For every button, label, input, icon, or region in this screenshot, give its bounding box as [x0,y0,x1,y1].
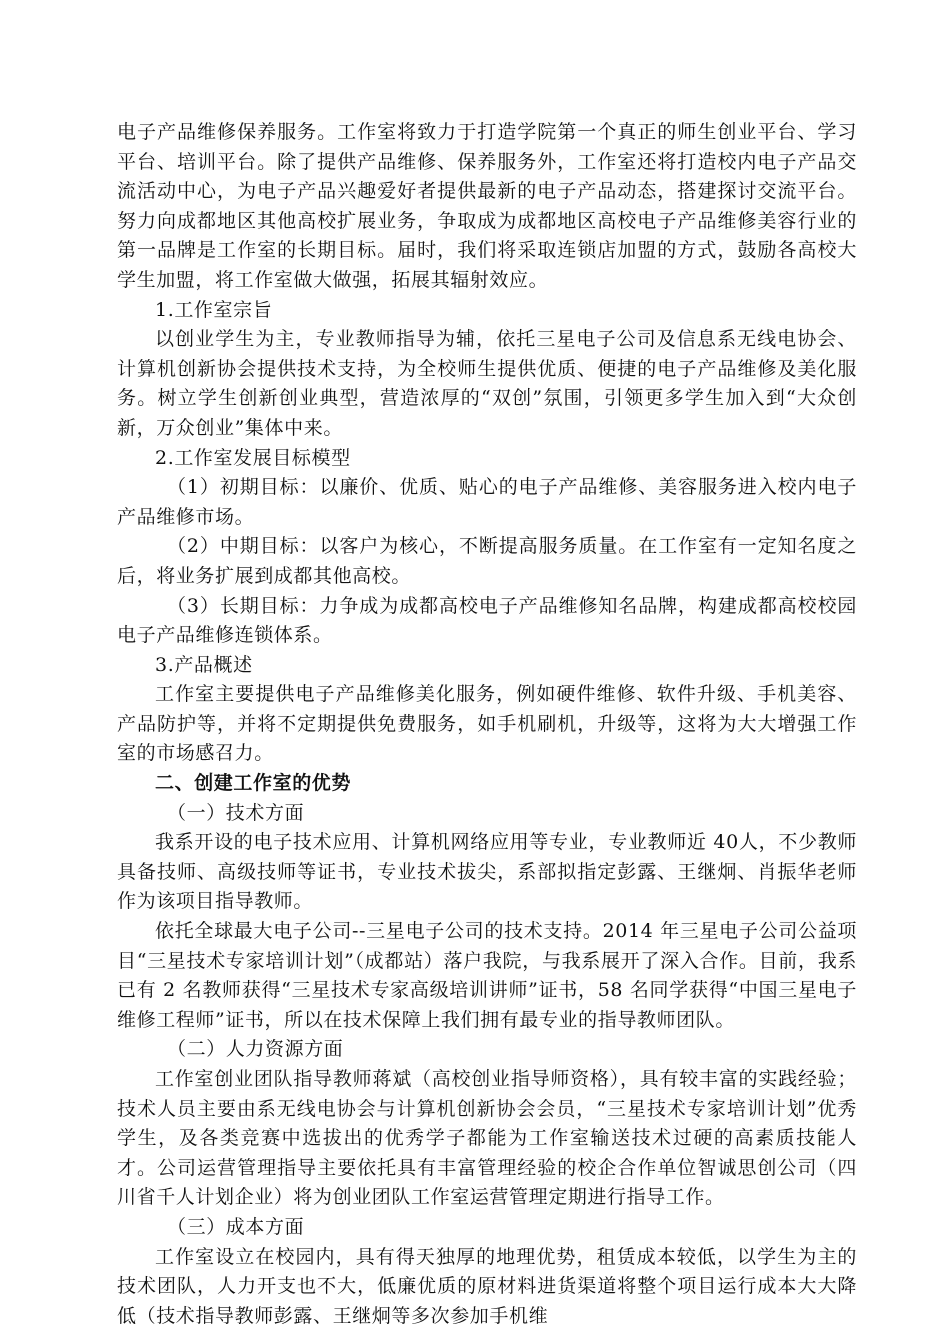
paragraph-goal-long: （3）长期目标：力争成为成都高校电子产品维修知名品牌，构建成都高校校园电子产品维修连锁体系。 [117,594,857,647]
heading-product-overview: 3.产品概述 [155,653,253,676]
paragraph-purpose: 以创业学生为主，专业教师指导为辅，依托三星电子公司及信息系无线电协会、计算机创新协会提供技术支持，为全校师生提供优质、便捷的电子产品维修及美化服务。树立学生创新创业典型，营造浓厚的“双创”氛围，引领更多学生加入到“大众创新，万众创业”集体中来。 [117,328,857,439]
subheading-cost: （三）成本方面 [167,1215,305,1238]
paragraph-intro: 电子产品维修保养服务。工作室将致力于打造学院第一个真正的师生创业平台、学习平台、培训平台。除了提供产品维修、保养服务外，工作室还将打造校内电子产品交流活动中心，为电子产品兴趣爱好者提供最新的电子产品动态，搭建探讨交流平台。努力向成都地区其他高校扩展业务，争取成为成都地区高校电子产品维修美容行业的第一品牌是工作室的长期目标。届时，我们将采取连锁店加盟的方式，鼓励各高校大学生加盟，将工作室做大做强，拓展其辐射效应。 [117,121,857,291]
heading-goal-model: 2.工作室发展目标模型 [155,446,351,469]
document-page [117,118,857,1331]
paragraph-cost: 工作室设立在校园内，具有得天独厚的地理优势，租赁成本较低，以学生为主的技术团队，人力开支也不大，低廉优质的原材料进货渠道将整个项目运行成本大大降低（技术指导教师彭露、王继炯等多次参加手机维 [117,1245,857,1327]
paragraph-technology-b: 依托全球最大电子公司--三星电子公司的技术支持。2014 年三星电子公司公益项目“三星技术专家培训计划”（成都站）落户我院，与我系展开了深入合作。目前，我系已有 2 名教师获得“三星技术专家高级培训讲师”证书，58 名同学获得“中国三星电子维修工程师”证书，所以在技术保障上我们拥有最专业的指导教师团队。 [117,920,857,1031]
section-heading-advantages: 二、创建工作室的优势 [155,772,352,795]
paragraph-goal-mid: （2）中期目标：以客户为核心，不断提高服务质量。在工作室有一定知名度之后，将业务扩展到成都其他高校。 [117,535,857,587]
subheading-technology: （一）技术方面 [167,801,305,824]
paragraph-product-overview: 工作室主要提供电子产品维修美化服务，例如硬件维修、软件升级、手机美容、产品防护等，并将不定期提供免费服务，如手机刷机，升级等，这将为大大增强工作室的市场感召力。 [117,683,857,765]
paragraph-human-resources: 工作室创业团队指导教师蒋斌（高校创业指导师资格），具有较丰富的实践经验；技术人员主要由系无线电协会与计算机创新协会会员，“三星技术专家培训计划”优秀学生，及各类竞赛中选拔出的优秀学子都能为工作室输送技术过硬的高素质技能人才。公司运营管理指导主要依托具有丰富管理经验的校企合作单位智诚思创公司（四川省千人计划企业）将为创业团队工作室运营管理定期进行指导工作。 [117,1068,857,1209]
subheading-human-resources: （二）人力资源方面 [167,1038,344,1061]
paragraph-goal-early: （1）初期目标：以廉价、优质、贴心的电子产品维修、美容服务进入校内电子产品维修市场。 [117,476,857,528]
heading-purpose: 1.工作室宗旨 [155,298,273,321]
paragraph-technology-a: 我系开设的电子技术应用、计算机网络应用等专业，专业教师近 40人，不少教师具备技师、高级技师等证书，专业技术拔尖，系部拟指定彭露、王继炯、肖振华老师作为该项目指导教师。 [117,831,857,913]
